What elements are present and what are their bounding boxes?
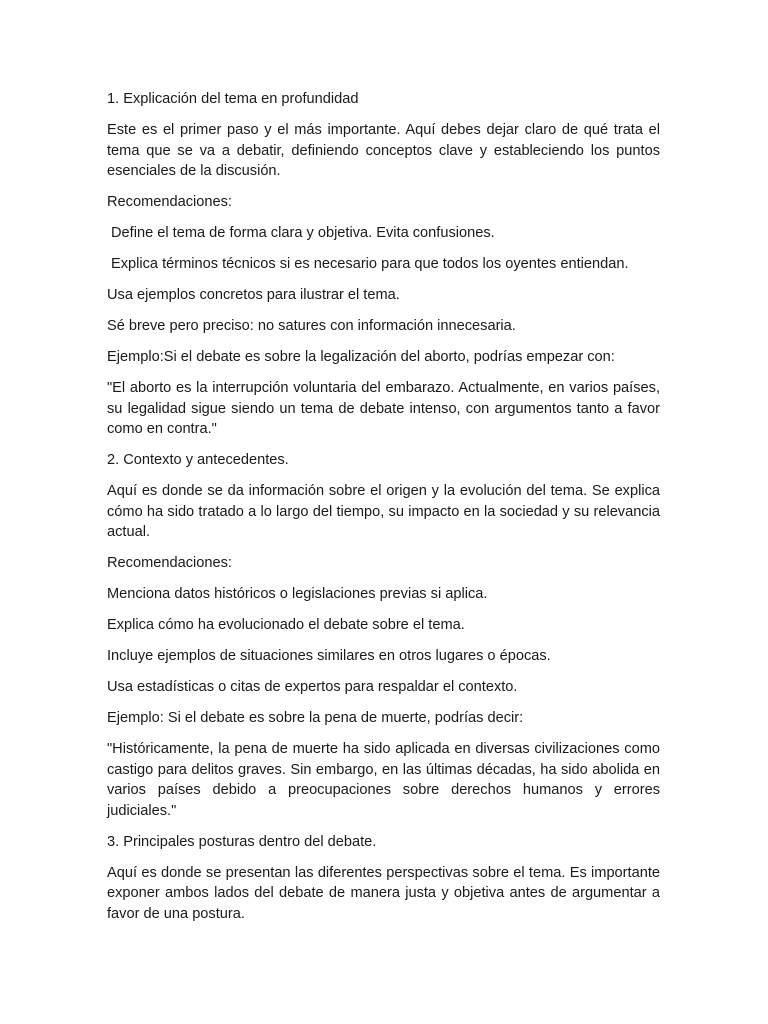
recommendation-item: Explica términos técnicos si es necesario para que todos los oyentes entiendan. — [111, 256, 629, 272]
section-heading-3: 3. Principales posturas dentro del debate. — [107, 833, 377, 850]
recommendation-item: Sé breve pero preciso: no satures con información innecesaria. — [107, 318, 516, 334]
section-3-intro: Aquí es donde se presentan las diferentes perspectivas sobre el tema. Es importante exponer ambos lados del debate de manera justa y objetiva antes de argumentar a favor de una postura. — [107, 864, 660, 922]
recommendation-item: Incluye ejemplos de situaciones similares en otros lugares o épocas. — [107, 648, 551, 664]
section-heading-1: 1. Explicación del tema en profundidad — [107, 91, 359, 107]
example-quote: "Históricamente, la pena de muerte ha sido aplicada en diversas civilizaciones como castigo para delitos graves. Sin embargo, en las últimas décadas, ha sido abolida en varios países debido a preocupaciones sobre derechos humanos y errores judiciales." — [107, 741, 660, 819]
recommendation-item: Usa ejemplos concretos para ilustrar el tema. — [107, 287, 400, 303]
recommendation-item: Define el tema de forma clara y objetiva. Evita confusiones. — [111, 225, 495, 241]
section-1-intro: Este es el primer paso y el más importante. Aquí debes dejar claro de qué trata el tema que se va a debatir, definiendo conceptos clave y estableciendo los puntos esenciales de la discusión. — [107, 122, 660, 179]
recommendations-label: Recomendaciones: — [107, 555, 232, 571]
section-2-intro: Aquí es donde se da información sobre el origen y la evolución del tema. Se explica cómo ha sido tratado a lo largo del tiempo, su impacto en la sociedad y su relevancia actual. — [107, 483, 660, 540]
document-page — [107, 89, 660, 935]
example-label: Ejemplo: Si el debate es sobre la pena de muerte, podrías decir: — [107, 710, 524, 726]
recommendation-item: Usa estadísticas o citas de expertos para respaldar el contexto. — [107, 679, 518, 695]
recommendation-item: Explica cómo ha evolucionado el debate sobre el tema. — [107, 617, 465, 633]
example-label: Ejemplo:Si el debate es sobre la legalización del aborto, podrías empezar con: — [107, 349, 615, 365]
recommendations-label: Recomendaciones: — [107, 194, 232, 210]
section-heading-2: 2. Contexto y antecedentes. — [107, 452, 289, 468]
recommendation-item: Menciona datos históricos o legislaciones previas si aplica. — [107, 586, 488, 602]
example-quote: "El aborto es la interrupción voluntaria del embarazo. Actualmente, en varios países, su legalidad sigue siendo un tema de debate intenso, con argumentos tanto a favor como en contra." — [107, 380, 660, 437]
